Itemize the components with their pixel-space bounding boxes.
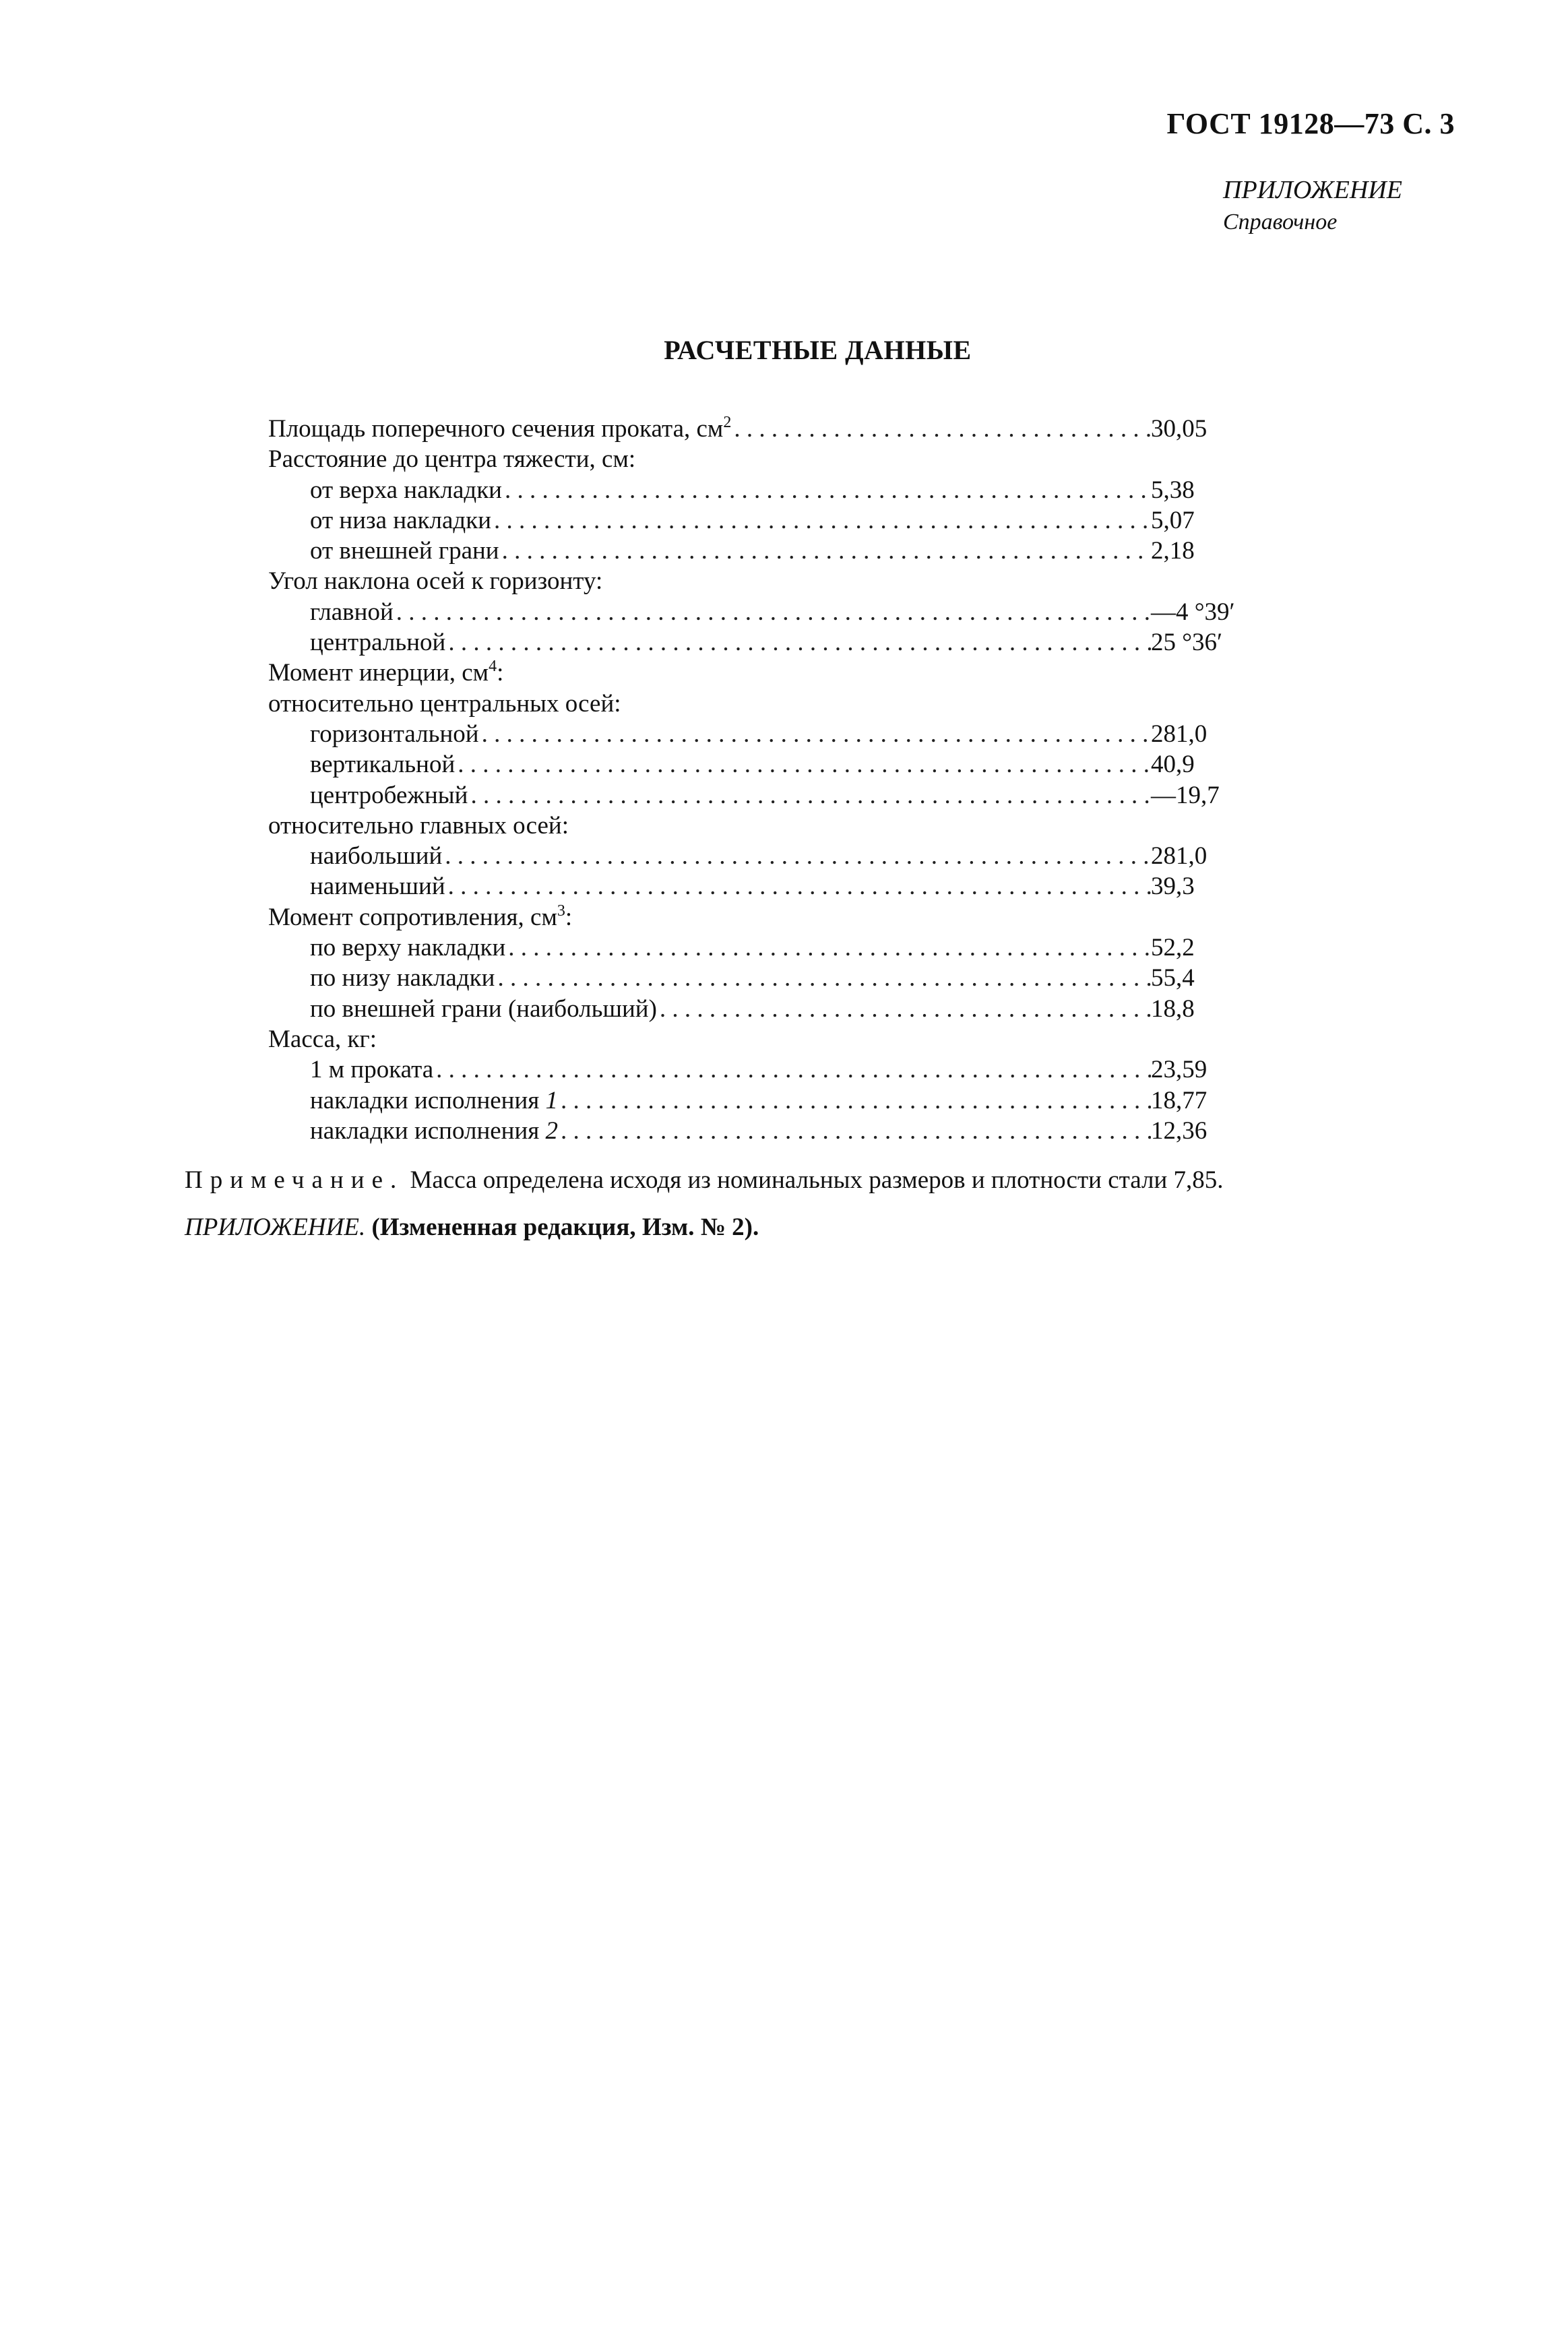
row-label: относительно главных осей: xyxy=(268,811,569,840)
row-value: —4 °39′ xyxy=(1151,598,1235,626)
row-label: центробежный xyxy=(310,781,468,809)
amendment-text: (Измененная редакция, Изм. № 2). xyxy=(371,1213,759,1241)
page-title xyxy=(0,334,1568,366)
annex-type: Справочное xyxy=(1223,210,1338,234)
dot-leader xyxy=(558,1085,1151,1116)
row-label: Расстояние до центра тяжести, см: xyxy=(268,445,636,474)
row-value: 281,0 xyxy=(1151,720,1208,748)
list-item xyxy=(268,627,1238,658)
list-item xyxy=(268,932,1238,963)
row-label: накладки исполнения 1 xyxy=(310,1086,559,1114)
row-value: 30,05 xyxy=(1151,415,1208,443)
row-label: Момент сопротивления, $см^3$: xyxy=(268,902,573,931)
note-text: Масса определена исходя из номинальных размеров и плотности стали 7,85. xyxy=(410,1166,1224,1194)
note-prefix: Примечание. xyxy=(185,1166,404,1194)
row-value: 18,77 xyxy=(1151,1086,1208,1114)
list-item xyxy=(268,841,1238,871)
dot-leader xyxy=(433,1054,1151,1085)
list-item xyxy=(268,689,1238,719)
calculation-data-list xyxy=(268,414,1238,1146)
list-item xyxy=(268,780,1238,811)
dot-leader xyxy=(502,475,1151,505)
dot-leader xyxy=(657,994,1151,1024)
dot-leader xyxy=(445,627,1151,658)
dot-leader xyxy=(445,871,1151,902)
row-label: по низу накладки xyxy=(310,964,495,992)
list-item xyxy=(268,566,1238,596)
list-item xyxy=(268,475,1238,505)
amendment-line xyxy=(185,1213,759,1242)
list-item xyxy=(268,1054,1238,1085)
row-label: от низа накладки xyxy=(310,506,492,534)
list-item xyxy=(268,658,1238,688)
dot-leader xyxy=(491,505,1151,536)
dot-leader xyxy=(455,749,1151,780)
row-label: Площадь поперечного сечения проката, $см^2$ xyxy=(268,414,732,443)
row-value: 25 °36′ xyxy=(1151,629,1223,657)
row-value: 2,18 xyxy=(1151,537,1195,565)
list-item xyxy=(268,536,1238,566)
row-label: Угол наклона осей к горизонту: xyxy=(268,567,603,596)
row-label: 1 м проката xyxy=(310,1056,434,1084)
row-value: 12,36 xyxy=(1151,1116,1208,1145)
dot-leader xyxy=(394,597,1151,627)
amendment-annex: ПРИЛОЖЕНИЕ. xyxy=(185,1213,366,1241)
row-label: Масса, кг: xyxy=(268,1025,377,1053)
list-item xyxy=(268,902,1238,932)
dot-leader xyxy=(479,719,1151,749)
dot-leader xyxy=(731,414,1151,444)
row-label: от внешней грани xyxy=(310,537,499,565)
row-value: —19,7 xyxy=(1151,781,1220,809)
row-label: от верха накладки xyxy=(310,476,502,504)
row-value: 281,0 xyxy=(1151,842,1208,871)
document-reference: ГОСТ 19128—73 С. 3 xyxy=(1166,107,1455,140)
row-label: накладки исполнения 2 xyxy=(310,1116,559,1145)
row-label: главной xyxy=(310,598,394,626)
list-item xyxy=(268,444,1238,474)
list-item xyxy=(268,811,1238,841)
row-label: Момент инерции, $см^4$: xyxy=(268,658,504,687)
row-value: 39,3 xyxy=(1151,873,1195,901)
dot-leader xyxy=(558,1116,1151,1146)
row-value: 23,59 xyxy=(1151,1056,1208,1084)
row-label: наименьший xyxy=(310,873,445,901)
row-label: по внешней грани (наибольший) xyxy=(310,994,657,1023)
dot-leader xyxy=(505,932,1151,963)
list-item xyxy=(268,871,1238,902)
page-title-text: РАСЧЕТНЫЕ ДАННЫЕ xyxy=(664,335,972,365)
list-item xyxy=(268,597,1238,627)
row-value: 5,07 xyxy=(1151,506,1195,534)
dot-leader xyxy=(442,841,1151,871)
row-value: 5,38 xyxy=(1151,476,1195,504)
list-item xyxy=(268,414,1238,444)
note-paragraph xyxy=(185,1166,1465,1195)
dot-leader xyxy=(495,963,1151,993)
list-item xyxy=(268,505,1238,536)
row-label: по верху накладки xyxy=(310,934,506,962)
annex-label: ПРИЛОЖЕНИЕ xyxy=(1223,176,1402,204)
row-label: наибольший xyxy=(310,842,443,871)
list-item xyxy=(268,1085,1238,1116)
row-value: 52,2 xyxy=(1151,934,1195,962)
dot-leader xyxy=(499,536,1151,566)
list-item xyxy=(268,1116,1238,1146)
row-label: центральной xyxy=(310,629,446,657)
list-item xyxy=(268,963,1238,993)
list-item xyxy=(268,1024,1238,1054)
row-value: 55,4 xyxy=(1151,964,1195,992)
list-item xyxy=(268,719,1238,749)
row-value: 18,8 xyxy=(1151,994,1195,1023)
row-label: горизонтальной xyxy=(310,720,479,748)
list-item xyxy=(268,749,1238,780)
list-item xyxy=(268,994,1238,1024)
row-label: относительно центральных осей: xyxy=(268,689,621,718)
annex-heading xyxy=(1223,174,1402,239)
row-label: вертикальной xyxy=(310,751,456,779)
row-value: 40,9 xyxy=(1151,751,1195,779)
dot-leader xyxy=(468,780,1151,811)
